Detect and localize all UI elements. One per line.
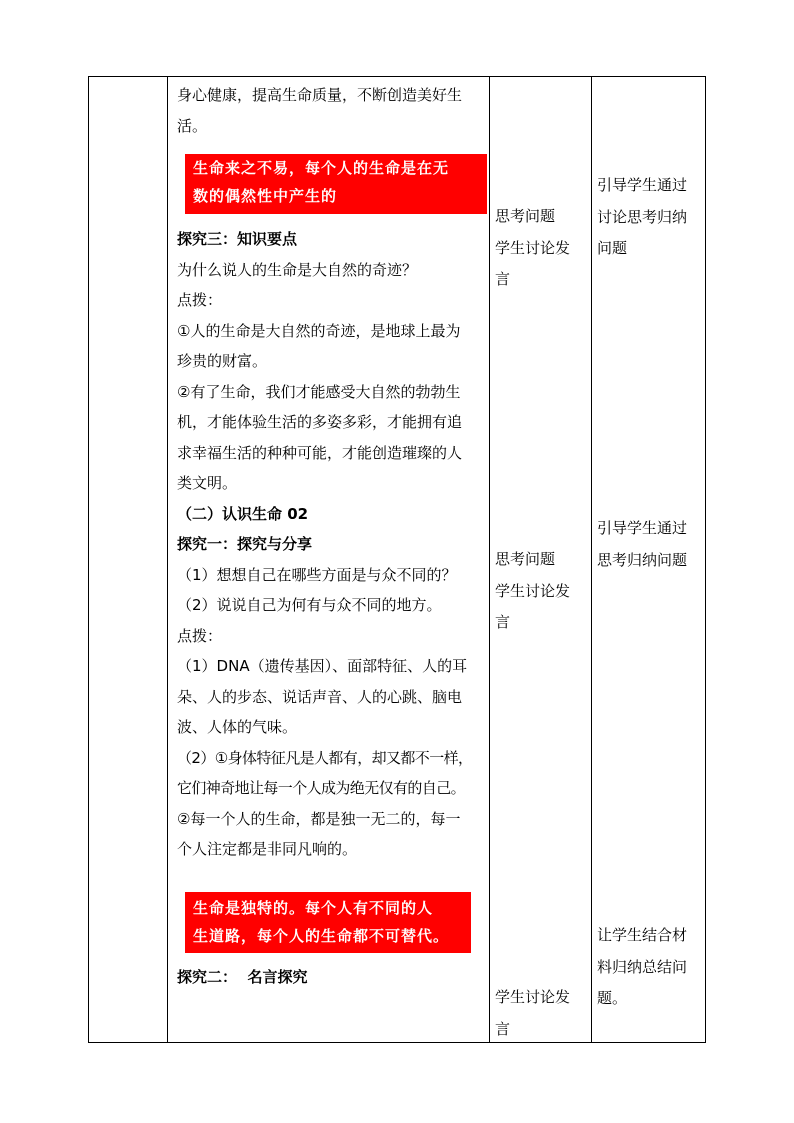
point-text: 求幸福生活的种种可能，才能创造璀璨的人 (177, 443, 463, 462)
hint-label: 点拨： (177, 291, 223, 309)
activity-text: 学生讨论发 (495, 581, 571, 600)
point-text: 机，才能体验生活的多姿多彩，才能拥有追 (177, 413, 463, 431)
goal-block (597, 513, 703, 576)
point-text: 珍贵的财富。 (177, 352, 268, 370)
lesson-table (88, 76, 706, 1043)
answer-text: 个人注定都是非同凡响的。 (177, 840, 358, 858)
answer-text: （2）①身体特征凡是人都有，却又都不一样， (177, 748, 473, 767)
intro-text: 身心健康，提高生命质量，不断创造美好生 (177, 86, 463, 104)
explore1-title: 探究一：探究与分享 (177, 535, 313, 553)
activity-block (495, 201, 589, 296)
banner-life-precious (185, 154, 487, 214)
goal-block (597, 920, 703, 1015)
banner-text: 数的偶然性中产生的 (185, 182, 487, 214)
point-text: 类文明。 (177, 474, 238, 492)
banner-text: 生道路，每个人的生命都不可替代。 (185, 922, 471, 953)
question-text: （2）说说自己为何有与众不同的地方。 (177, 596, 442, 614)
point-text: ②有了生命，我们才能感受大自然的勃勃生 (177, 382, 461, 401)
activity-text: 言 (495, 1019, 511, 1038)
answer-text: （1）DNA（遗传基因）、面部特征、人的耳 (177, 657, 468, 675)
content-column (175, 77, 491, 986)
activity-text: 思考问题 (495, 550, 556, 568)
banner-text: 生命是独特的。每个人有不同的人 (185, 892, 471, 922)
goal-text: 料归纳总结问 (597, 957, 688, 976)
banner-life-unique (185, 892, 471, 953)
question-text: （1）想想自己在哪些方面是与众不同的？ (177, 565, 457, 584)
activity-text: 学生讨论发 (495, 238, 571, 257)
goal-text: 让学生结合材 (597, 926, 688, 944)
activity-text: 言 (495, 613, 511, 631)
explore3-title: 探究三：知识要点 (177, 230, 298, 248)
activity-block (495, 982, 589, 1045)
answer-text: 朵、人的步态、说话声音、人的心跳、脑电 (177, 687, 463, 706)
goal-text: 题。 (597, 989, 628, 1007)
goal-text: 问题 (597, 239, 628, 257)
section2-title: （二）认识生命 02 (177, 504, 309, 523)
activity-block (495, 544, 589, 639)
answer-text: 它们神奇地让每一个人成为绝无仅有的自己。 (177, 779, 466, 797)
answer-text: 波、人体的气味。 (177, 718, 298, 736)
banner-text: 生命来之不易，每个人的生命是在无 (185, 154, 487, 182)
answer-text: ②每一个人的生命，都是独一无二的，每一 (177, 809, 461, 828)
goal-text: 引导学生通过 (597, 176, 688, 194)
activity-text: 学生讨论发 (495, 988, 571, 1006)
goal-text: 引导学生通过 (597, 519, 688, 537)
point-text: ①人的生命是大自然的奇迹，是地球上最为 (177, 321, 461, 340)
hint-label: 点拨： (177, 626, 223, 645)
intro-text: 活。 (177, 116, 208, 135)
question-text: 为什么说人的生命是大自然的奇迹？ (177, 260, 418, 279)
column-divider (167, 77, 168, 1042)
goal-text: 思考归纳问题 (597, 550, 688, 569)
explore2-title: 探究二： 名言探究 (177, 968, 308, 986)
goal-text: 讨论思考归纳 (597, 207, 688, 226)
activity-text: 言 (495, 270, 511, 288)
column-divider (591, 77, 592, 1042)
goal-block (597, 170, 703, 265)
activity-text: 思考问题 (495, 207, 556, 225)
